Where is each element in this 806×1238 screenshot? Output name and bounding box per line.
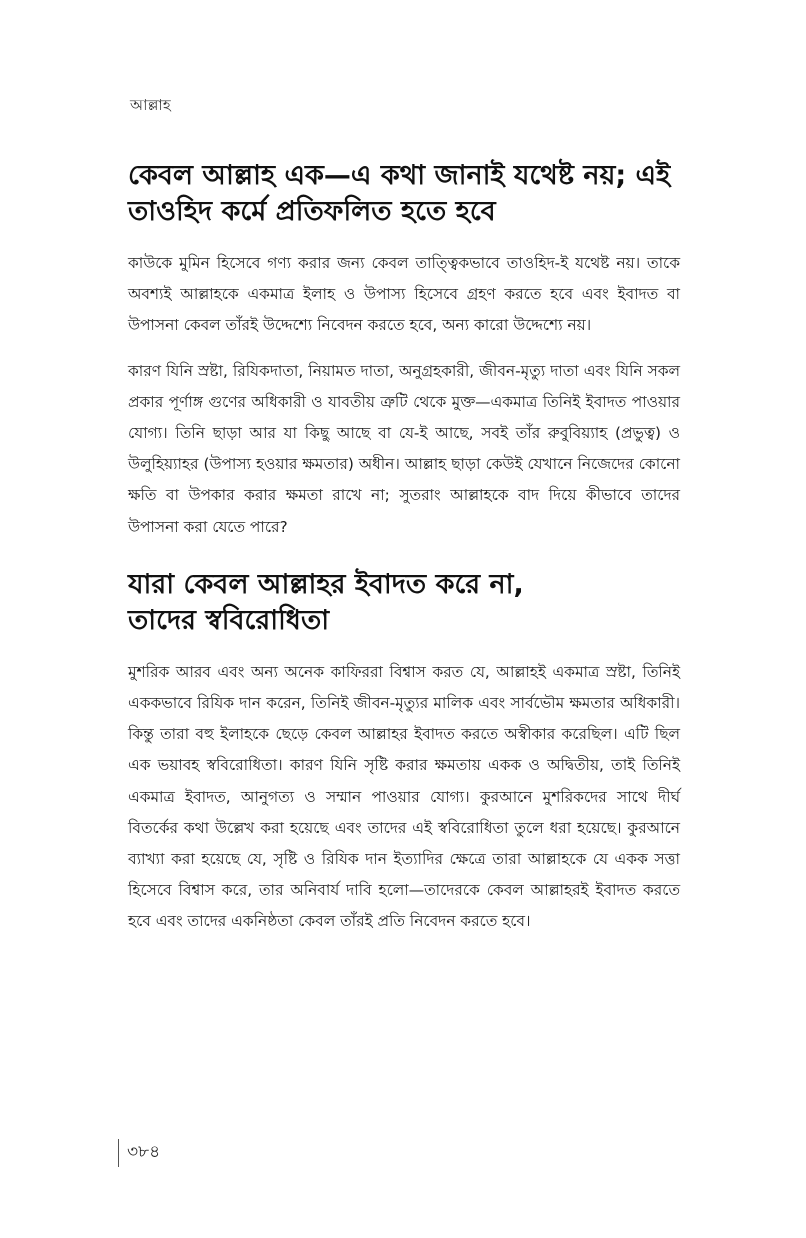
section-1-heading-line: তাওহিদ কর্মে প্রতিফলিত হতে হবে — [128, 196, 496, 227]
page-content — [128, 158, 680, 952]
section-1-heading-line: কেবল আল্লাহ এক—এ কথা জানাই যথেষ্ট নয়; এই — [128, 160, 671, 191]
section-1-paragraph: কাউকে মুমিন হিসেবে গণ্য করার জন্য কেবল তাত্ত্বিকভাবে তাওহিদ-ই যথেষ্ট নয়। তাকে অবশ্যই আল্লাহকে একমাত্র ইলাহ ও উপাস্য হিসেবে গ্রহণ করতে হবে এবং ইবাদত বা উপাসনা কেবল তাঁরই উদ্দেশ্যে নিবেদন করতে হবে, অন্য কারো উদ্দেশ্যে নয়। — [128, 254, 680, 335]
section-1-paragraph: কারণ যিনি স্রষ্টা, রিযিকদাতা, নিয়ামত দাতা, অনুগ্রহকারী, জীবন-মৃত্যু দাতা এবং যিনি সকল প্রকার পূর্ণাঙ্গ গুণের অধিকারী ও যাবতীয় ত্রুটি থেকে মুক্ত—একমাত্র তিনিই ইবাদত পাওয়ার যোগ্য। তিনি ছাড়া আর যা কিছু আছে বা যে-ই আছে, সবই তাঁর রুবুবিয়্যাহ (প্রভুত্ব) ও উলুহিয়্যাহর (উপাস্য হওয়ার ক্ষমতার) অধীন। আল্লাহ ছাড়া কেউই যেখানে নিজেদের কোনো ক্ষতি বা উপকার করার ক্ষমতা রাখে না; সুতরাং আল্লাহকে বাদ দিয়ে কীভাবে তাদের উপাসনা করা যেতে পারে? — [128, 361, 680, 536]
page-number: ৩৮৪ — [127, 1142, 161, 1162]
footer-divider — [118, 1139, 119, 1167]
section-2-paragraph: মুশরিক আরব এবং অন্য অনেক কাফিররা বিশ্বাস করত যে, আল্লাহই একমাত্র স্রষ্টা, তিনিই এককভাবে রিযিক দান করেন, তিনিই জীবন-মৃত্যুর মালিক এবং সার্বভৌম ক্ষমতার অধিকারী। কিন্তু তারা বহু ইলাহকে ছেড়ে কেবল আল্লাহর ইবাদত করতে অস্বীকার করেছিল। এটি ছিল এক ভয়াবহ স্ববিরোধিতা। কারণ যিনি সৃষ্টি করার ক্ষমতায় একক ও অদ্বিতীয়, তাই তিনিই একমাত্র ইবাদত, আনুগত্য ও সম্মান পাওয়ার যোগ্য। কুরআনে মুশরিকদের সাথে দীর্ঘ বিতর্কের কথা উল্লেখ করা হয়েছে এবং তাদের এই স্ববিরোধিতা তুলে ধরা হয়েছে। কুরআনে ব্যাখ্যা করা হয়েছে যে, সৃষ্টি ও রিযিক দান ইত্যাদির ক্ষেত্রে তারা আল্লাহকে যে একক সত্তা হিসেবে বিশ্বাস করে, তার অনিবার্য দাবি হলো—তাদেরকে কেবল আল্লাহরই ইবাদত করতে হবে এবং তাদের একনিষ্ঠতা কেবল তাঁরই প্রতি নিবেদন করতে হবে। — [128, 662, 680, 931]
section-2-heading-line: তাদের স্ববিরোধিতা — [128, 604, 330, 636]
section-2-heading-line: যারা কেবল আল্লাহর ইবাদত করে না, — [128, 568, 524, 600]
page-footer — [118, 1138, 160, 1168]
section-2-heading — [128, 567, 680, 639]
section-1-heading — [128, 158, 680, 230]
running-header: আল্লাহ — [130, 96, 171, 114]
